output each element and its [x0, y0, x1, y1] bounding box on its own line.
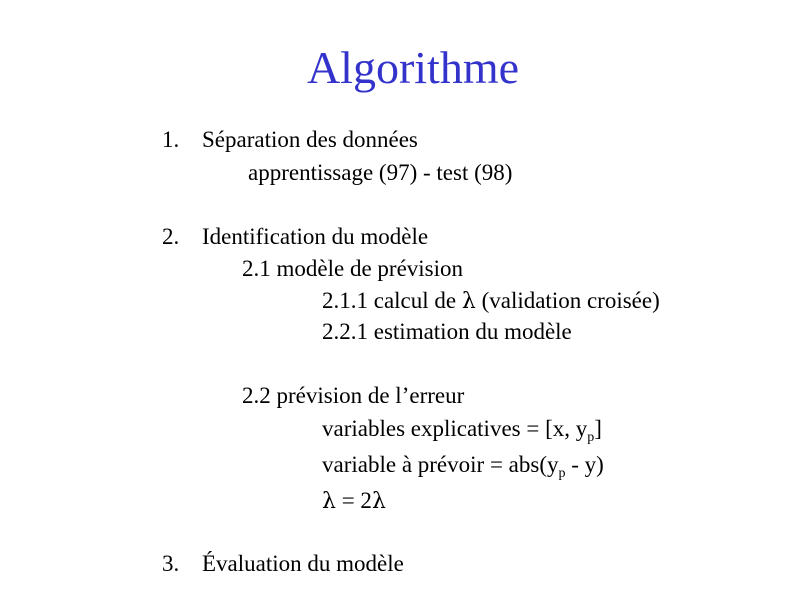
- vars-text: variables explicatives = [x, y: [322, 416, 588, 441]
- target-variable-line: [322, 450, 604, 480]
- item-2-number: 2.: [162, 224, 180, 249]
- target-rest: - y): [565, 452, 604, 477]
- item-2-1-1-line: [322, 286, 660, 317]
- item-2-1-1-rest: (validation croisée): [481, 288, 660, 313]
- item-2-1-1-text: 2.1.1 calcul de: [322, 288, 457, 313]
- vars-close: ]: [594, 416, 602, 441]
- item-2-1-label: 2.1 modèle de prévision: [242, 256, 464, 281]
- item-2-2-label: 2.2 prévision de l’erreur: [242, 383, 465, 408]
- vars-subscript: p: [587, 430, 595, 445]
- item-1-number: 1.: [162, 127, 180, 152]
- slide-title: Algorithme: [306, 42, 520, 93]
- item-2-label: Identification du modèle: [202, 224, 429, 249]
- item-1-detail: apprentissage (97) - test (98): [248, 160, 513, 185]
- lambda-symbol: λ: [461, 289, 476, 314]
- target-subscript: p: [558, 466, 566, 481]
- item-1-label: Séparation des données: [202, 127, 418, 152]
- item-3-label: Évaluation du modèle: [202, 551, 404, 576]
- item-3-number: 3.: [162, 551, 180, 576]
- item-2-2-1-line: 2.2.1 estimation du modèle: [322, 319, 572, 344]
- lambda-equation-line: [322, 486, 386, 517]
- lambda-equals: = 2: [335, 488, 372, 513]
- target-text: variable à prévoir = abs(y: [322, 452, 559, 477]
- lambda-symbol: λ: [322, 489, 336, 514]
- explanatory-variables-line: [322, 414, 602, 444]
- lambda-symbol: λ: [371, 489, 386, 514]
